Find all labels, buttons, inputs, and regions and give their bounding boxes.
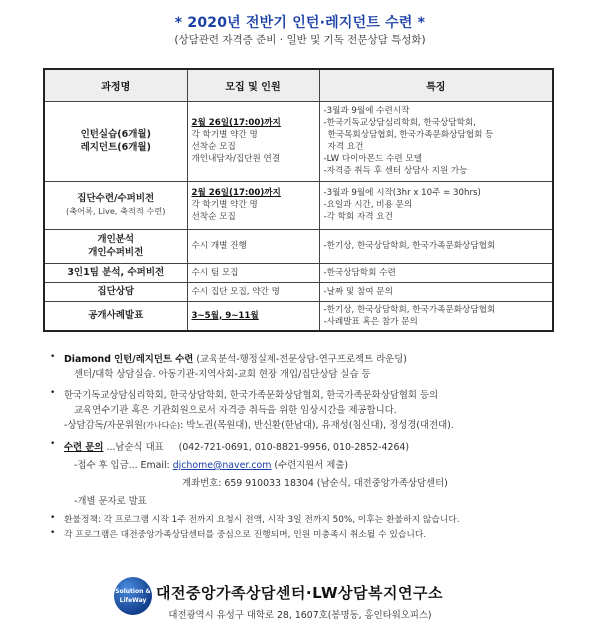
features-cell: -한기상, 한국상담학회, 한국가족문화상담협회 -사례발표 혹은 참가 문의	[319, 301, 553, 331]
column-header: 과정명	[44, 69, 187, 101]
recruit-cell: 2월 26일(17:00)까지 각 학기별 약간 명 선착순 모집 개인내담자/집단원 연결	[187, 101, 319, 181]
contact-person: ...남순식 대표	[106, 442, 164, 453]
recruit-cell	[187, 301, 319, 331]
diamond-line2: 센터/대학 상담실습. 아동기관-지역사회-교회 현장 개입/집단상담 실습 등	[74, 369, 371, 380]
note-refund: • 환불정책: 각 프로그램 시작 1주 전까지 요청시 전액, 시작 3일 전까지 50%, 이후는 환불하지 않습니다.	[50, 513, 460, 525]
features-cell: -한국상담학회 수련	[319, 263, 553, 282]
recruit-cell: 수시 팀 모집	[187, 263, 319, 282]
course-cell: 집단상담	[44, 282, 187, 301]
features-cell: -3월과 9월에 시작(3hr x 10주 = 30hrs) -요일과 시간, 비용 문의 -각 학회 자격 요건	[319, 181, 553, 229]
bullet-icon: •	[50, 513, 56, 523]
title-text: 2020년 전반기 인턴·레지던트 수련	[187, 15, 413, 31]
recruit-cell: 2월 26일(17:00)까지 각 학기별 약간 명 선착순 모집	[187, 181, 319, 229]
contact-notice: -개별 문자로 발표	[74, 496, 147, 507]
table-row	[44, 301, 553, 331]
notes-section	[50, 352, 570, 543]
organization-name: 대전중앙가족상담센터·LW상담복지연구소	[156, 584, 443, 602]
table-header-row	[44, 69, 553, 101]
contact-phones: (042-721-0691, 010-8821-9956, 010-2852-4264)	[178, 442, 410, 453]
table-row	[44, 263, 553, 282]
course-cell: 공개사례발표	[44, 301, 187, 331]
bullet-icon: •	[50, 528, 56, 538]
note-program: • 각 프로그램은 대전중앙가족상담센터를 중심으로 진행되며, 인원 미충족시 취소될 수 있습니다.	[50, 528, 427, 540]
recruit-date: 2월 26일(17:00)까지	[191, 188, 281, 198]
column-header: 특징	[319, 69, 553, 101]
table-row	[44, 101, 553, 181]
course-cell: 집단수련/수퍼비전 (축어록, Live, 축적적 수련)	[44, 181, 187, 229]
features-cell: -날짜 및 참여 문의	[319, 282, 553, 301]
diamond-title: Diamond 인턴/레지던트 수련	[64, 354, 194, 365]
course-cell: 3인1팀 분석, 수퍼비전	[44, 263, 187, 282]
organization-address: 대전광역시 유성구 대학로 28, 1607호(봉명동, 홍인타워오피스)	[168, 610, 432, 621]
table-row	[44, 181, 553, 229]
bullet-icon: •	[50, 352, 56, 362]
recruit-cell: 수시 집단 모집, 약간 명	[187, 282, 319, 301]
column-header: 모집 및 인원	[187, 69, 319, 101]
table-row	[44, 229, 553, 263]
star-icon: *	[417, 15, 426, 31]
email-link[interactable]: djchome@naver.com	[172, 460, 272, 471]
center-logo-icon: Solution & LifeWay	[114, 577, 152, 615]
features-cell: -한기상, 한국상담학회, 한국가족문화상담협회	[319, 229, 553, 263]
program-table	[43, 68, 554, 332]
note-contact: • 수련 문의 ...남순식 대표 (042-721-0691, 010-8821-9956, 010-2852-4264) -접수 후 입금... Email: djchome@naver.com (수련지원서 제출) 계좌번호: 659 910033 18304 (남순식, 대전중앙가족상담센터) -개별 문자로 발표	[50, 439, 570, 511]
course-cell: 개인분석 개인수퍼비전	[44, 229, 187, 263]
recruit-date: 2월 26일(17:00)까지	[191, 118, 281, 128]
star-icon: *	[174, 15, 183, 31]
page-subtitle: (상담관련 자격증 준비 · 일반 및 기독 전문상담 특성화)	[174, 34, 426, 46]
note-societies: • 한국기독교상담심리학회, 한국상담학회, 한국가족문화상담협회, 한국가족문화상담협회 등의 교육연수기관 혹은 기관회원으로서 자격증 취득을 위한 임상시간을 제공합니다. -상담감독/자문위원(가나다순): 박노권(목원대), 반신환(한남대), 유재성(침신대), 정성경(대전대).	[50, 388, 454, 431]
bullet-icon: •	[50, 439, 56, 449]
features-cell: -3월과 9월에 수련시작 -한국기독교상담심리학회, 한국상담학회, 한국목회상담협회, 한국가족문화상담협회 등 자격 요건 -LW 다이아몬드 수련 모델 -자격증 취득 후 센터 상담사 지원 가능	[319, 101, 553, 181]
course-cell: 인턴실습(6개월) 레지던트(6개월)	[44, 101, 187, 181]
contact-title: 수련 문의	[64, 442, 104, 453]
recruit-date: 3~5월, 9~11월	[191, 310, 259, 321]
bullet-icon: •	[50, 388, 56, 398]
page-title	[0, 12, 600, 32]
note-diamond	[50, 352, 570, 382]
diamond-desc: (교육분석-행정실제-전문상담-연구프로젝트 라운딩)	[196, 354, 407, 365]
recruit-cell: 수시 개별 진행	[187, 229, 319, 263]
bank-account: 계좌번호: 659 910033 18304 (남순식, 대전중앙가족상담센터)	[182, 478, 448, 489]
table-row	[44, 282, 553, 301]
